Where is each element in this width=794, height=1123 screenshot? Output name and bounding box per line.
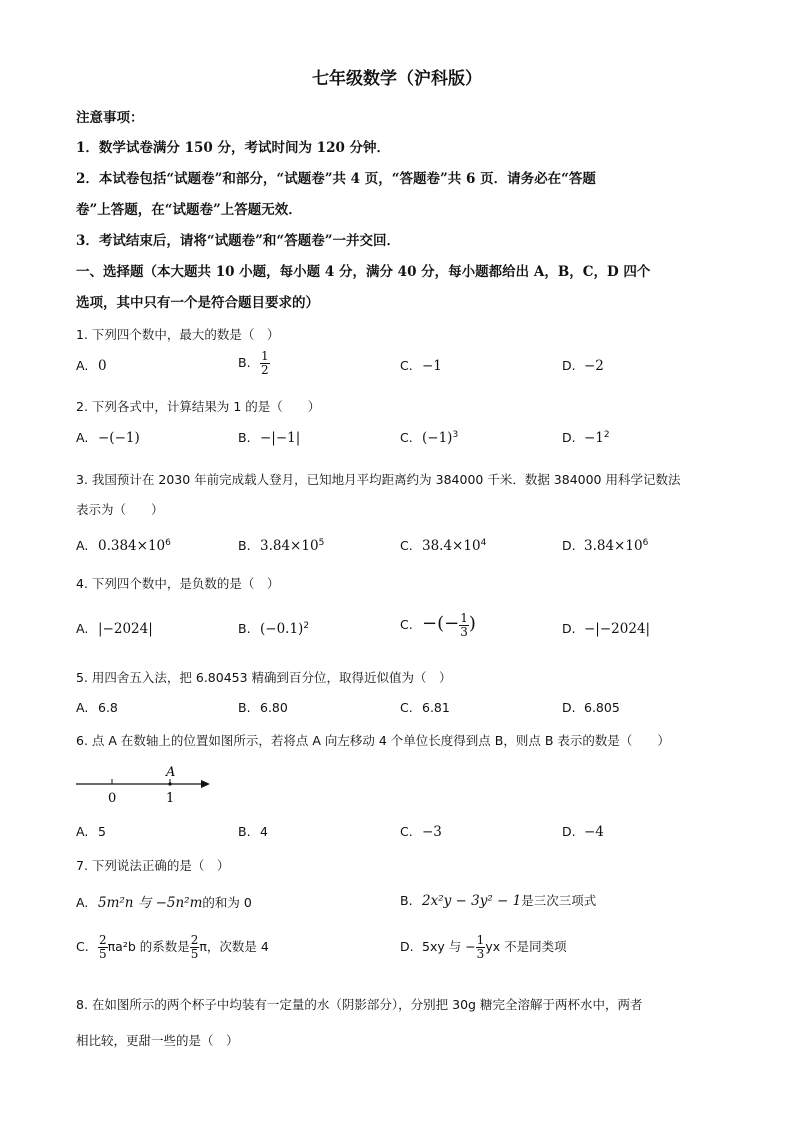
option-label: C. xyxy=(400,824,413,839)
notice-item-2-cont: 卷”上答题，在“试题卷”上答题无效． xyxy=(76,202,302,218)
q2-option-d xyxy=(562,430,610,446)
option-value: 6.81 xyxy=(422,700,450,715)
option-label: A. xyxy=(76,621,89,636)
fraction xyxy=(260,350,270,377)
option-expression: 5m²n 与 −5n²m xyxy=(98,895,203,911)
option-label: C. xyxy=(400,700,413,715)
option-value: −(−1) xyxy=(98,430,140,446)
option-label: D. xyxy=(562,621,576,636)
option-value: −|−2024| xyxy=(584,621,651,637)
q2-option-b xyxy=(238,430,300,446)
option-value: (−0.1) xyxy=(260,621,304,638)
option-value: 3.84×10 xyxy=(584,538,643,555)
exponent: 6 xyxy=(165,538,171,548)
option-label: C. xyxy=(400,358,413,373)
denominator: 5 xyxy=(190,947,199,961)
q3-option-c xyxy=(400,538,486,554)
q7-option-a xyxy=(76,891,252,911)
option-value: −1 xyxy=(584,430,604,447)
option-label: B. xyxy=(238,538,251,554)
option-label: C. xyxy=(76,939,89,954)
option-label: D. xyxy=(562,700,576,715)
q4-option-a xyxy=(76,621,153,637)
notice-heading: 注意事项： xyxy=(76,110,144,126)
denominator: 3 xyxy=(460,625,468,639)
notice-item-3: 3．考试结束后，请将“试题卷”和“答题卷”一并交回． xyxy=(76,233,400,249)
option-label: D. xyxy=(562,430,576,446)
option-label: C. xyxy=(400,617,413,632)
option-label: A. xyxy=(76,824,89,839)
fraction xyxy=(476,934,486,961)
option-value: 是三次三项式 xyxy=(521,893,597,908)
option-value: 4 xyxy=(260,824,268,839)
exponent: 5 xyxy=(318,538,325,548)
q5-option-d xyxy=(562,700,620,715)
q6-option-d xyxy=(562,824,604,840)
point-a-label: A xyxy=(166,765,176,780)
option-value: −(− xyxy=(422,613,460,634)
option-label: C. xyxy=(400,430,413,446)
option-label: D. xyxy=(562,358,576,373)
page-title: 七年级数学（沪科版） xyxy=(312,69,482,89)
q6-option-a xyxy=(76,824,106,839)
option-value: 0.384×10 xyxy=(98,538,166,555)
option-value: 6.8 xyxy=(98,700,118,715)
q5-option-b xyxy=(238,700,288,715)
option-value: (−1) xyxy=(422,430,453,447)
question-6-stem: 6. 点 A 在数轴上的位置如图所示，若将点 A 向左移动 4 个单位长度得到点 B，则点 B 表示的数是（ ） xyxy=(76,733,670,748)
option-label: A. xyxy=(76,700,89,715)
option-label: B. xyxy=(238,355,251,370)
option-label: B. xyxy=(238,621,251,637)
option-label: D. xyxy=(400,939,414,954)
q4-option-b xyxy=(238,621,309,637)
q3-option-a xyxy=(76,538,171,554)
question-8-stem: 8. 在如图所示的两个杯子中均装有一定量的水（阴影部分），分别把 30g 糖完全溶解于两杯水中，两者 xyxy=(76,997,643,1012)
q1-option-d xyxy=(562,358,604,374)
option-value: 5 xyxy=(98,824,106,839)
q6-option-c xyxy=(400,824,442,840)
exponent: 3 xyxy=(452,430,459,440)
q5-option-c xyxy=(400,700,450,715)
numerator: 1 xyxy=(460,611,468,625)
option-value: |−2024| xyxy=(98,621,153,637)
option-value: −|−1| xyxy=(260,430,301,446)
notice-item-2: 2．本试卷包括“试题卷”和部分，“试题卷”共 4 页，“答题卷”共 6 页．请务必在“答题 xyxy=(76,171,596,187)
denominator: 5 xyxy=(99,947,107,961)
point-a xyxy=(168,782,171,785)
notice-item-1: 1．数学试卷满分 150 分，考试时间为 120 分钟． xyxy=(76,140,391,156)
option-value: −1 xyxy=(422,358,442,374)
option-label: D. xyxy=(562,824,576,839)
fraction xyxy=(459,612,469,639)
numerator: 2 xyxy=(190,933,199,947)
question-1-stem: 1. 下列四个数中，最大的数是（ ） xyxy=(76,327,280,342)
section-heading-cont: 选项，其中只有一个是符合题目要求的） xyxy=(76,295,319,311)
fraction xyxy=(190,934,200,961)
option-value: 6.80 xyxy=(260,700,288,715)
option-value: π，次数是 4 xyxy=(199,939,269,954)
option-value: 38.4×10 xyxy=(422,538,481,555)
option-value: 5xy 与 − xyxy=(422,939,476,954)
numerator: 2 xyxy=(99,933,107,947)
option-value: 0 xyxy=(98,358,107,374)
question-2-stem: 2. 下列各式中，计算结果为 1 的是（ ） xyxy=(76,399,321,414)
q5-option-a xyxy=(76,700,118,715)
option-value: 6.805 xyxy=(584,700,620,715)
exponent: 4 xyxy=(480,538,487,548)
option-label: B. xyxy=(238,700,251,715)
section-heading: 一、选择题（本大题共 10 小题，每小题 4 分，满分 40 分，每小题都给出 A，B，C，D 四个 xyxy=(76,264,651,280)
q3-option-d xyxy=(562,538,648,554)
option-label: D. xyxy=(562,538,576,554)
q1-option-c xyxy=(400,358,442,374)
option-value: −3 xyxy=(422,824,442,840)
option-value: −2 xyxy=(584,358,604,374)
option-value: ) xyxy=(468,613,476,634)
q7-option-b xyxy=(400,891,596,909)
exponent: 2 xyxy=(303,621,310,631)
question-3-stem: 3. 我国预计在 2030 年前完成载人登月，已知地月平均距离约为 384000 千米．数据 384000 用科学记数法 xyxy=(76,472,681,487)
option-value: 的和为 0 xyxy=(202,895,252,910)
option-label: A. xyxy=(76,430,89,445)
option-value: −4 xyxy=(584,824,604,840)
tick-1-label: 1 xyxy=(166,791,175,806)
option-value: yx 不是同类项 xyxy=(485,939,567,954)
exponent: 6 xyxy=(642,538,649,548)
option-label: A. xyxy=(76,895,89,910)
arrow-right-icon xyxy=(201,780,210,788)
numerator: 1 xyxy=(476,933,485,947)
question-8-stem-cont: 相比较，更甜一些的是（ ） xyxy=(76,1033,239,1048)
q6-option-b xyxy=(238,824,268,839)
option-value: πa²b 的系数是 xyxy=(107,939,190,954)
question-7-stem: 7. 下列说法正确的是（ ） xyxy=(76,858,230,873)
q7-option-c xyxy=(76,934,269,961)
exponent: 2 xyxy=(603,430,610,440)
option-label: B. xyxy=(238,430,251,445)
question-5-stem: 5. 用四舍五入法，把 6.80453 精确到百分位，取得近似值为（ ） xyxy=(76,670,452,685)
fraction xyxy=(98,934,108,961)
option-label: B. xyxy=(238,824,251,839)
q7-option-d xyxy=(400,934,567,961)
q1-option-b xyxy=(238,350,270,377)
tick-0-label: 0 xyxy=(108,791,117,806)
q1-option-a xyxy=(76,358,107,374)
q2-option-c xyxy=(400,430,458,446)
number-line-figure xyxy=(74,760,214,808)
option-label: A. xyxy=(76,538,89,554)
q2-option-a xyxy=(76,430,140,446)
option-value: 3.84×10 xyxy=(260,538,319,555)
q3-option-b xyxy=(238,538,324,554)
q4-option-c xyxy=(400,612,476,639)
denominator: 2 xyxy=(261,363,269,377)
option-label: C. xyxy=(400,538,413,554)
option-expression: 2x²y − 3y² − 1 xyxy=(422,893,522,909)
numerator: 1 xyxy=(261,349,269,363)
question-3-stem-cont: 表示为（ ） xyxy=(76,502,164,517)
option-label: A. xyxy=(76,358,89,373)
option-label: B. xyxy=(400,893,413,908)
q4-option-d xyxy=(562,621,650,637)
denominator: 3 xyxy=(476,947,485,961)
question-4-stem: 4. 下列四个数中，是负数的是（ ） xyxy=(76,576,280,591)
